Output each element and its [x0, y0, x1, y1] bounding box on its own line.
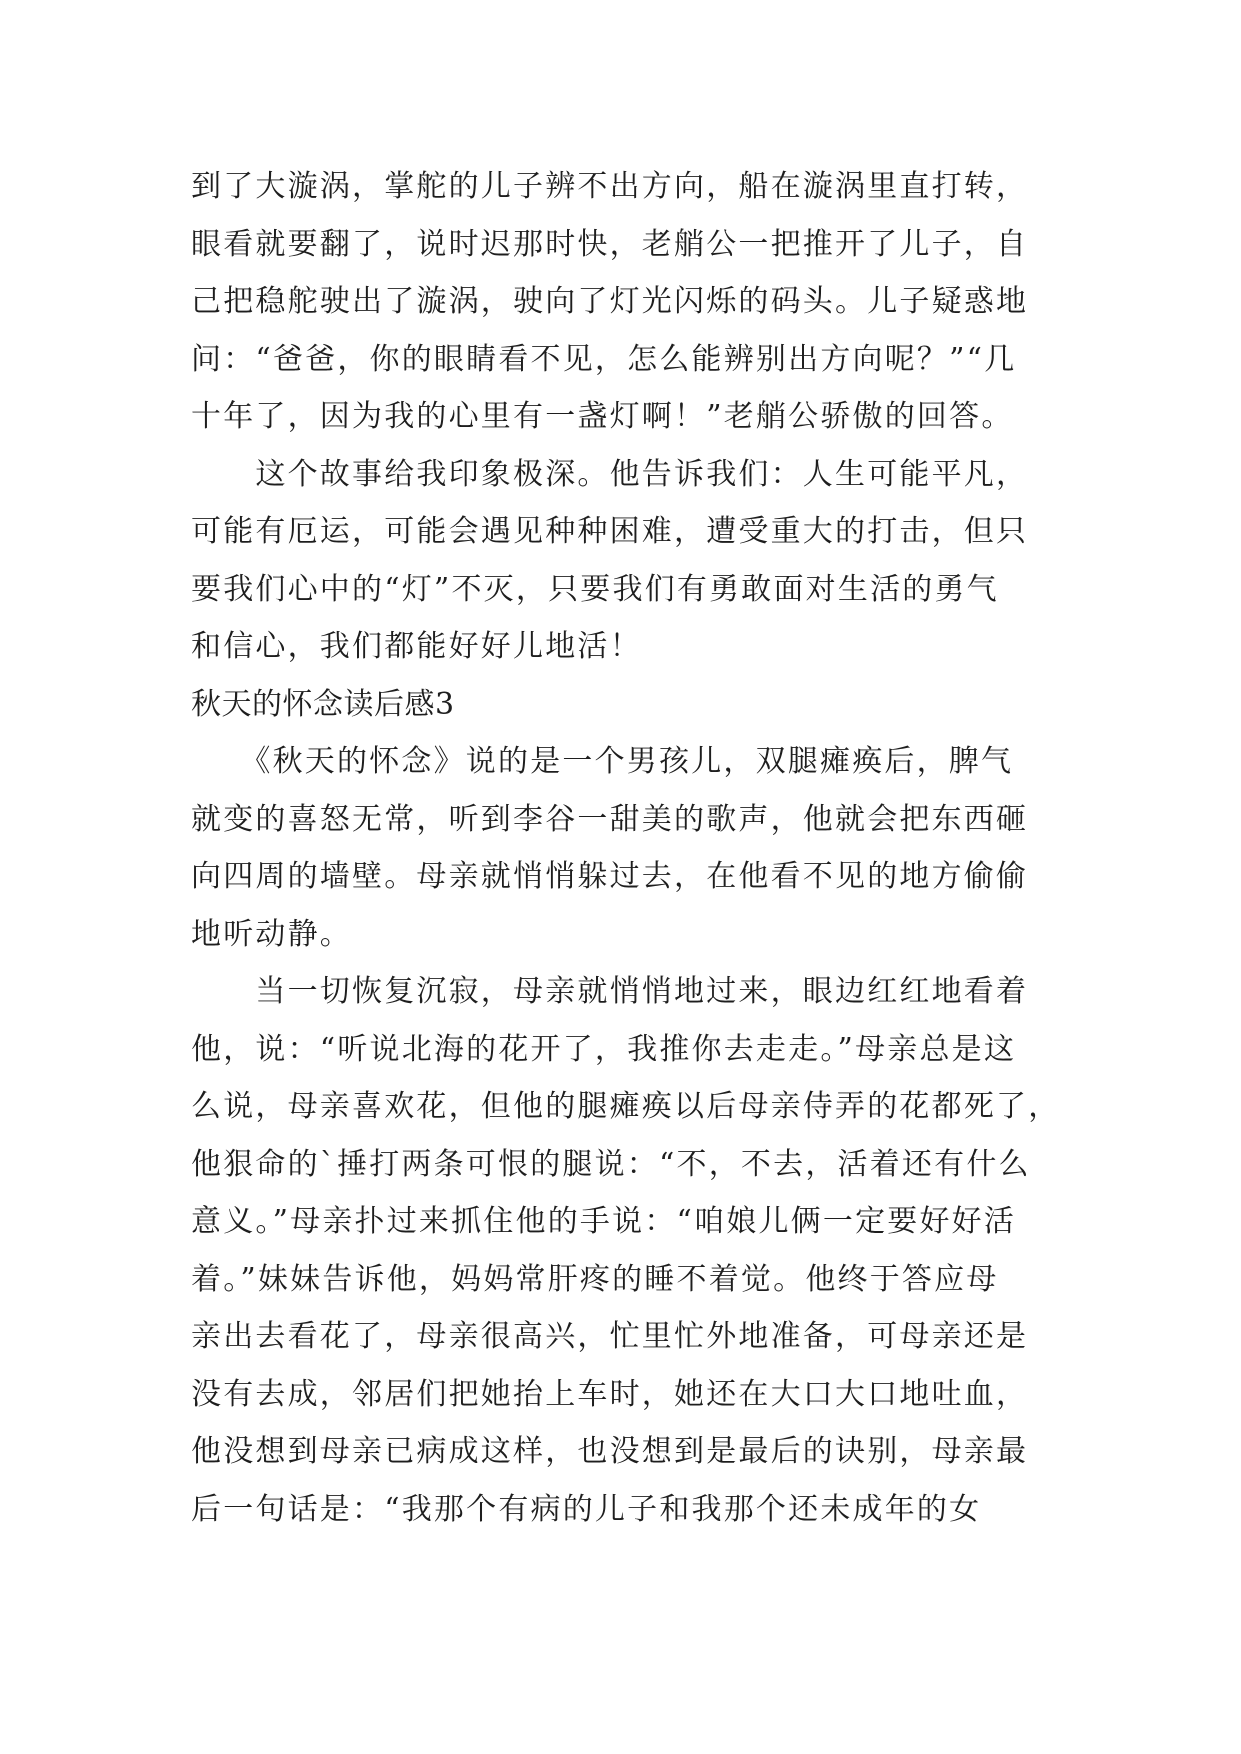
text-line: 十年了，因为我的心里有一盏灯啊！”老艄公骄傲的回答。 [191, 399, 1014, 434]
text-line: 当一切恢复沉寂，母亲就悄悄地过来，眼边红红地看着 [191, 974, 1029, 1009]
text-line: 意义。”母亲扑过来抓住他的手说：“咱娘儿俩一定要好好活 [191, 1204, 1017, 1239]
text-line: 没有去成，邻居们把她抬上车时，她还在大口大口地吐血， [191, 1376, 1029, 1412]
text-line: 问：“爸爸，你的眼睛看不见，怎么能辨别出方向呢？”“几 [191, 341, 1017, 377]
text-line: 要我们心中的“灯”不灭，只要我们有勇敢面对生活的勇气 [191, 571, 999, 607]
text-line: 着。”妹妹告诉他，妈妈常肝疼的睡不着觉。他终于答应母 [191, 1261, 999, 1297]
text-line: 眼看就要翻了，说时迟那时快，老艄公一把推开了儿子，自 [191, 226, 1029, 262]
text-line: 他没想到母亲已病成这样，也没想到是最后的诀别，母亲最 [191, 1434, 1029, 1469]
text-line: 这个故事给我印象极深。他告诉我们：人生可能平凡， [191, 456, 1029, 492]
text-line: 可能有厄运，可能会遇见种种困难，遭受重大的打击，但只 [191, 514, 1029, 549]
text-line: 么说，母亲喜欢花，但他的腿瘫痪以后母亲侍弄的花都死了， [191, 1089, 1061, 1124]
text-line: 和信心，我们都能好好儿地活！ [191, 629, 642, 664]
section-heading: 秋天的怀念读后感3 [191, 686, 455, 722]
text-line: 《秋天的怀念》说的是一个男孩儿，双腿瘫痪后，脾气 [191, 744, 1014, 779]
document-body [191, 158, 1061, 1538]
text-line: 向四周的墙壁。母亲就悄悄躲过去，在他看不见的地方偷偷 [191, 859, 1029, 894]
text-line: 后一句话是：“我那个有病的儿子和我那个还未成年的女 [191, 1491, 982, 1527]
text-line: 他，说：“听说北海的花开了，我推你去走走。”母亲总是这 [191, 1031, 1017, 1067]
text-line: 就变的喜怒无常，听到李谷一甜美的歌声，他就会把东西砸 [191, 801, 1029, 837]
text-line: 到了大漩涡，掌舵的儿子辨不出方向，船在漩涡里直打转， [191, 169, 1029, 204]
text-line: 地听动静。 [191, 916, 352, 952]
text-line: 亲出去看花了，母亲很高兴，忙里忙外地准备，可母亲还是 [191, 1319, 1029, 1354]
text-line: 己把稳舵驶出了漩涡，驶向了灯光闪烁的码头。儿子疑惑地 [191, 284, 1029, 319]
text-line: 他狠命的`捶打两条可恨的腿说：“不，不去，活着还有什么 [191, 1146, 1031, 1182]
